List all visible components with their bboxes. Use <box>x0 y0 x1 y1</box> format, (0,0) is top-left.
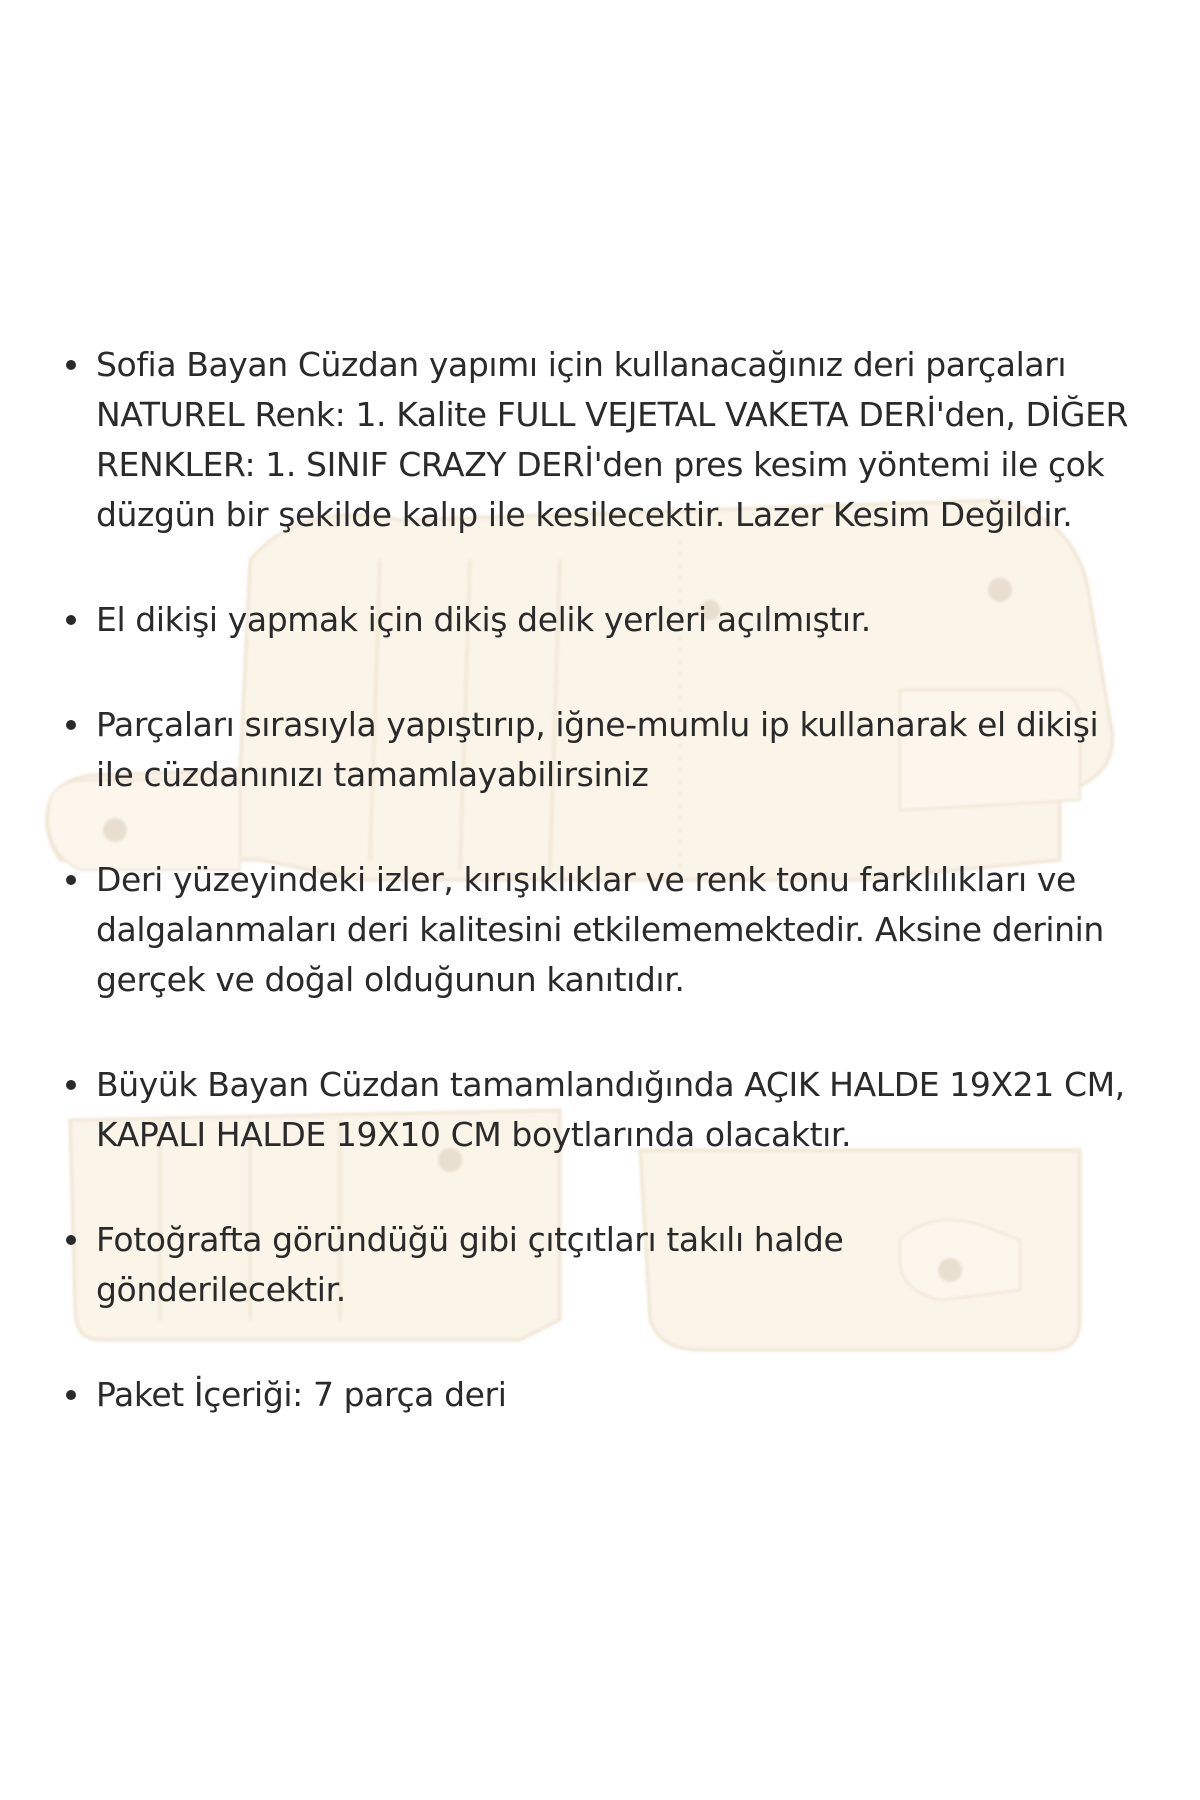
text-line: Fotoğrafta göründüğü gibi çıtçıtları takılı halde <box>96 1220 844 1259</box>
text-line: dalgalanmaları deri kalitesini etkilememektedir. Aksine derinin <box>96 910 1104 949</box>
feature-item-assembly <box>62 700 1182 800</box>
text-line: Parçaları sırasıyla yapıştırıp, iğne-mumlu ip kullanarak el dikişi <box>96 705 1099 744</box>
text-line: NATUREL Renk: 1. Kalite FULL VEJETAL VAKETA DERİ'den, DİĞER <box>96 395 1129 434</box>
text-line: Büyük Bayan Cüzdan tamamlandığında AÇIK HALDE 19X21 CM, <box>96 1065 1125 1104</box>
text-line: gerçek ve doğal olduğunun kanıtıdır. <box>96 960 685 999</box>
bullet-dot-icon <box>66 720 76 730</box>
feature-item-stitch-holes <box>62 595 1182 645</box>
text-line: RENKLER: 1. SINIF CRAZY DERİ'den pres kesim yöntemi ile çok <box>96 445 1105 484</box>
feature-item-package-contents <box>62 1370 1182 1420</box>
text-line: Paket İçeriği: 7 parça deri <box>96 1375 507 1414</box>
text-line: gönderilecektir. <box>96 1270 346 1309</box>
bullet-dot-icon <box>66 1235 76 1245</box>
bullet-dot-icon <box>66 875 76 885</box>
feature-item-dimensions <box>62 1060 1182 1160</box>
bullet-dot-icon <box>66 1390 76 1400</box>
bullet-dot-icon <box>66 615 76 625</box>
text-line: El dikişi yapmak için dikiş delik yerleri açılmıştır. <box>96 600 871 639</box>
text-line: ile cüzdanınızı tamamlayabilirsiniz <box>96 755 649 794</box>
bullet-dot-icon <box>66 360 76 370</box>
text-line: düzgün bir şekilde kalıp ile kesilecektir. Lazer Kesim Değildir. <box>96 495 1073 534</box>
product-description <box>62 340 1182 1475</box>
text-line: Deri yüzeyindeki izler, kırışıklıklar ve renk tonu farklılıkları ve <box>96 860 1076 899</box>
feature-list <box>62 340 1182 1420</box>
bullet-dot-icon <box>66 1080 76 1090</box>
text-line: KAPALI HALDE 19X10 CM boytlarında olacaktır. <box>96 1115 852 1154</box>
text-line: Sofia Bayan Cüzdan yapımı için kullanacağınız deri parçaları <box>96 345 1067 384</box>
feature-item-leather-surface <box>62 855 1182 1005</box>
feature-item-cutting <box>62 340 1182 540</box>
feature-item-snaps <box>62 1215 1182 1315</box>
